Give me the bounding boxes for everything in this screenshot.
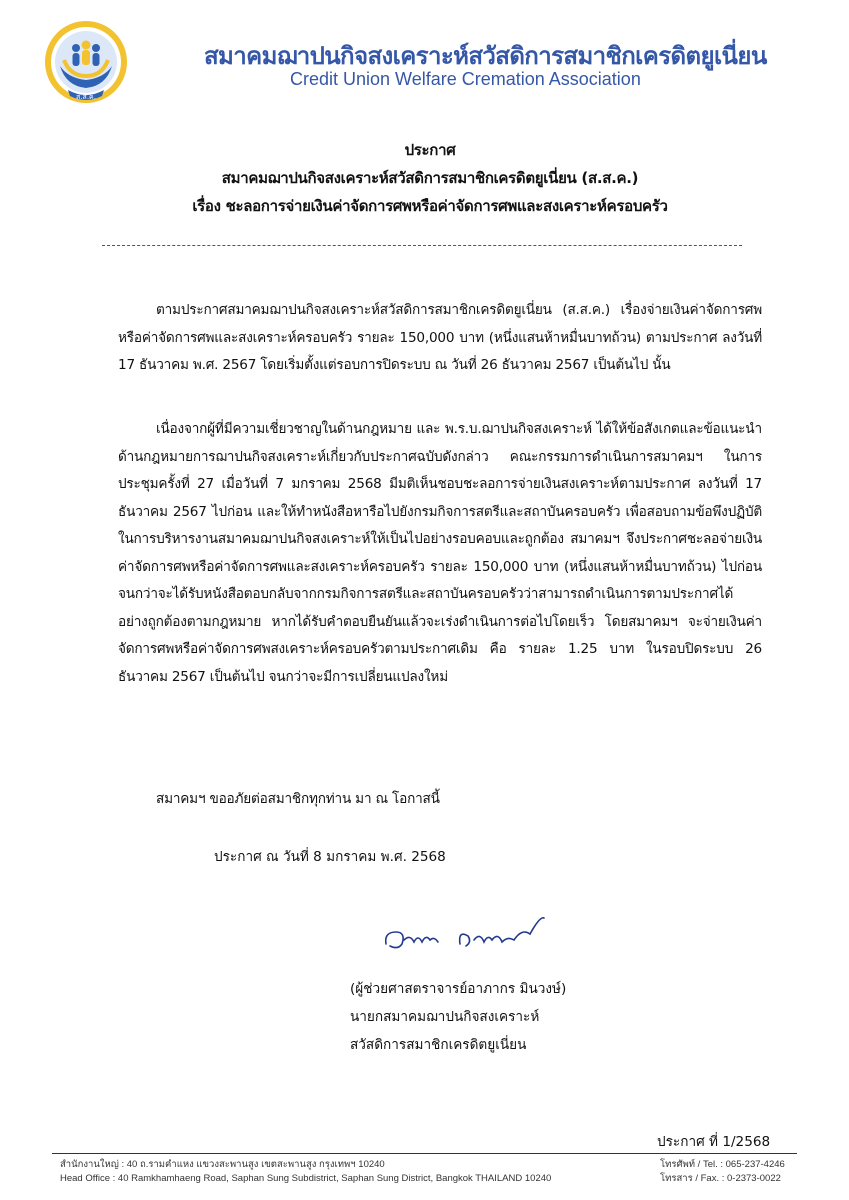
- dashed-divider: [102, 245, 742, 246]
- address-english: Head Office : 40 Ramkhamhaeng Road, Saphan Sung Subdistrict, Saphan Sung District, Bangkok THAILAND 10240: [60, 1173, 552, 1184]
- address-thai: สำนักงานใหญ่ : 40 ถ.รามคำแหง แขวงสะพานสูง เขตสะพานสูง กรุงเทพฯ 10240: [60, 1159, 385, 1170]
- footer-contact: [660, 1158, 800, 1186]
- announcement-title: [60, 136, 800, 220]
- letterhead: [0, 0, 849, 120]
- fax: โทรสาร / Fax. : 0-2373-0022: [660, 1173, 781, 1184]
- body-paragraph-2: เนื่องจากผู้ที่มีความเชี่ยวชาญในด้านกฎหมาย และ พ.ร.บ.ฌาปนกิจสงเคราะห์ ได้ให้ข้อสังเกตและข้อแนะนำด้านกฎหมายการฌาปนกิจสงเคราะห์เกี่ยวกับประกาศฉบับดังกล่าว คณะกรรมการดำเนินการสมาคมฯ ในการประชุมครั้งที่ 27 เมื่อวันที่ 7 มกราคม 2568 มีมติเห็นชอบชะลอการจ่ายเงินสงเคราะห์ตามประกาศ ลงวันที่ 17 ธันวาคม 2567 ไปก่อน และให้ทำหนังสือหารือไปยังกรมกิจการสตรีและสถาบันครอบครัว เพื่อสอบถามข้อพึงปฏิบัติในการบริหารงานสมาคมฌาปนกิจสงเคราะห์ให้เป็นไปอย่างรอบคอบและถูกต้อง สมาคมฯ จึงประกาศชะลอจ่ายเงินค่าจัดการศพหรือค่าจัดการศพและสงเคราะห์ครอบครัว รายละ 150,000 บาท (หนึ่งแสนห้าหมื่นบาทถ้วน) ไปก่อน จนกว่าจะได้รับหนังสือตอบกลับจากกรมกิจการสตรีและสถาบันครอบครัวว่าสามารถดำเนินการตามประกาศได้อย่างถูกต้องตามกฎหมาย หากได้รับคำตอบยืนยันแล้วจะเร่งดำเนินการต่อไปโดยเร็ว โดยสมาคมฯ จะจ่ายเงินค่าจัดการศพหรือค่าจัดการศพสงเคราะห์ครอบครัวตามประกาศเดิม คือ รายละ 1.25 บาท ในรอบปิดระบบ 26 ธันวาคม 2567 เป็นต้นไป จนกว่าจะมีการเปลี่ยนแปลงใหม่: [118, 421, 762, 685]
- association-logo-icon: [44, 20, 128, 104]
- org-name-thai: สมาคมฌาปนกิจสงเคราะห์สวัสดิการสมาชิกเครดิตยูเนี่ยน: [204, 42, 767, 70]
- org-name-english: Credit Union Welfare Cremation Association: [290, 69, 641, 89]
- handwritten-signature: [380, 910, 550, 960]
- title-organization: สมาคมฌาปนกิจสงเคราะห์สวัสดิการสมาชิกเครดิตยูเนี่ยน (ส.ส.ค.): [221, 169, 639, 187]
- signatory-block: [350, 975, 590, 1059]
- body-paragraph-3: สมาคมฯ ขออภัยต่อสมาชิกทุกท่าน มา ณ โอกาสนี้: [156, 791, 440, 807]
- title-heading: ประกาศ: [404, 141, 456, 159]
- logo-text: ส.ส.ค.: [76, 93, 96, 101]
- footer-address: [60, 1158, 580, 1186]
- body-paragraph-1: ตามประกาศสมาคมฌาปนกิจสงเคราะห์สวัสดิการสมาชิกเครดิตยูเนี่ยน (ส.ส.ค.) เรื่องจ่ายเงินค่าจัดการศพหรือค่าจัดการศพและสงเคราะห์ครอบครัว รายละ 150,000 บาท (หนึ่งแสนห้าหมื่นบาทถ้วน) ตามประกาศ ลงวันที่ 17 ธันวาคม พ.ศ. 2567 โดยเริ่มตั้งแต่รอบการปิดระบบ ณ วันที่ 26 ธันวาคม 2567 เป็นต้นไป นั้น: [118, 302, 762, 373]
- footer-divider: [52, 1153, 797, 1154]
- signatory-position-2: สวัสดิการสมาชิกเครดิตยูเนี่ยน: [350, 1037, 527, 1053]
- telephone: โทรศัพท์ / Tel. : 065-237-4246: [660, 1159, 785, 1170]
- document-number: ประกาศ ที่ 1/2568: [657, 1134, 771, 1150]
- title-subject: เรื่อง ชะลอการจ่ายเงินค่าจัดการศพหรือค่าจัดการศพและสงเคราะห์ครอบครัว: [192, 197, 668, 215]
- signatory-name: (ผู้ช่วยศาสตราจารย์อาภากร มินวงษ์): [350, 981, 567, 997]
- signatory-position-1: นายกสมาคมฌาปนกิจสงเคราะห์: [350, 1009, 540, 1025]
- announcement-date: ประกาศ ณ วันที่ 8 มกราคม พ.ศ. 2568: [214, 849, 446, 865]
